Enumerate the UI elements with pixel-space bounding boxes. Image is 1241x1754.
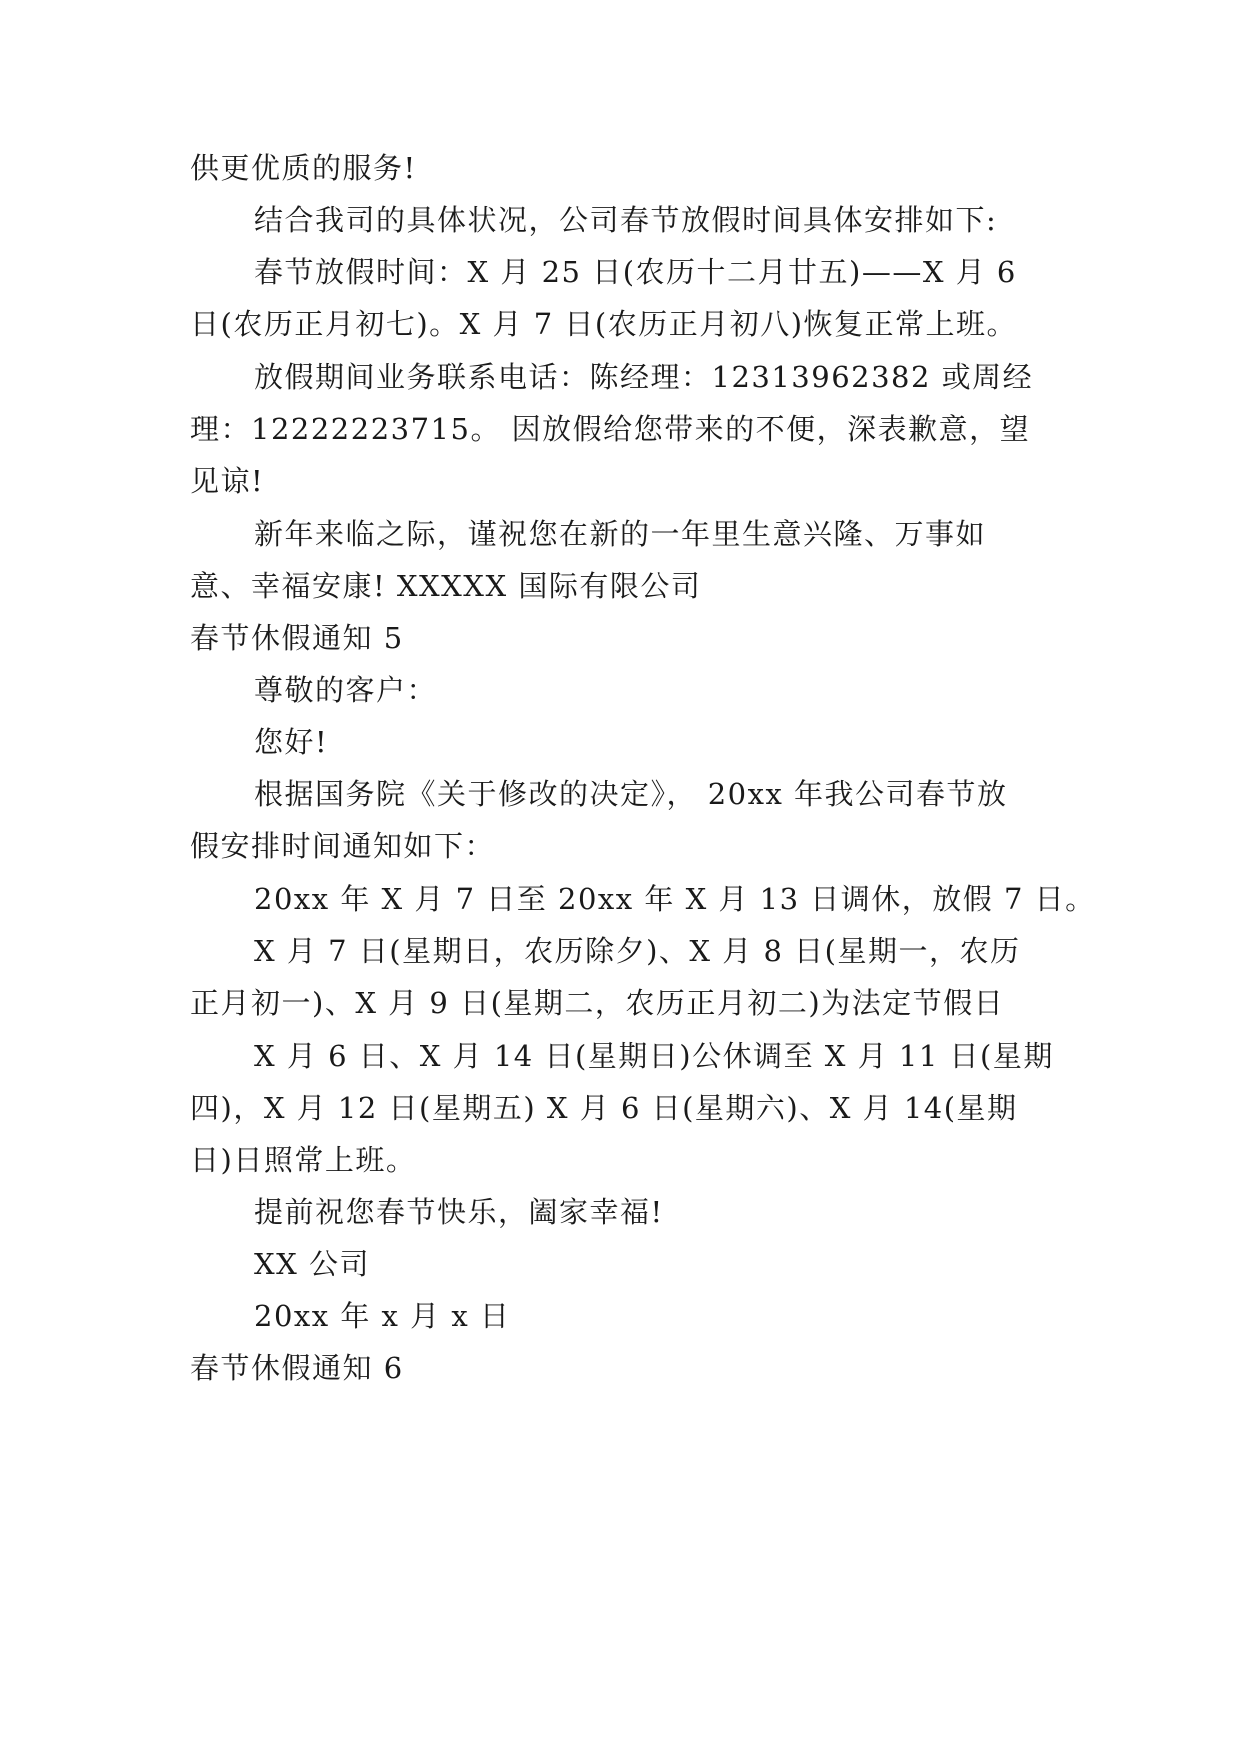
text-line: 20xx 年 X 月 7 日至 20xx 年 X 月 13 日调休，放假 7 日。 — [254, 882, 1096, 916]
text-line: 假安排时间通知如下： — [190, 829, 496, 863]
text-line: X 月 7 日(星期日，农历除夕)、X 月 8 日(星期一，农历 — [254, 934, 1021, 968]
text-line: 结合我司的具体状况，公司春节放假时间具体安排如下: — [254, 203, 998, 237]
text-line: 放假期间业务联系电话：陈经理：12313962382 或周经 — [254, 360, 1034, 394]
closing-wish: 提前祝您春节快乐，阖家幸福! — [254, 1195, 664, 1229]
text-line: 新年来临之际，谨祝您在新的一年里生意兴隆、万事如 — [254, 517, 987, 551]
text-line: 供更优质的服务! — [190, 151, 417, 185]
text-line: 见谅! — [190, 464, 265, 498]
text-line: 日(农历正月初七)。X 月 7 日(农历正月初八)恢复正常上班。 — [190, 307, 1018, 341]
text-line: 四)，X 月 12 日(星期五) X 月 6 日(星期六)、X 月 14(星期 — [190, 1091, 1018, 1125]
text-line: 理：12222223715。 因放假给您带来的不便，深表歉意，望 — [190, 412, 1031, 446]
greeting: 您好! — [254, 725, 329, 759]
signature-date: 20xx 年 x 月 x 日 — [254, 1299, 511, 1333]
text-line: 日)日照常上班。 — [190, 1143, 417, 1177]
section-heading: 春节休假通知 5 — [190, 621, 404, 655]
text-line: 正月初一)、X 月 9 日(星期二，农历正月初二)为法定节假日 — [190, 986, 1005, 1020]
salutation: 尊敬的客户： — [254, 673, 438, 707]
signature-company: XX 公司 — [254, 1247, 371, 1281]
text-line: 春节放假时间：X 月 25 日(农历十二月廿五)——X 月 6 — [254, 255, 1017, 289]
text-line: 根据国务院《关于修改的决定》， 20xx 年我公司春节放 — [254, 777, 1008, 811]
text-line: X 月 6 日、X 月 14 日(星期日)公休调至 X 月 11 日(星期 — [254, 1039, 1054, 1073]
section-heading: 春节休假通知 6 — [190, 1351, 404, 1385]
text-line: 意、幸福安康! XXXXX 国际有限公司 — [190, 569, 702, 603]
